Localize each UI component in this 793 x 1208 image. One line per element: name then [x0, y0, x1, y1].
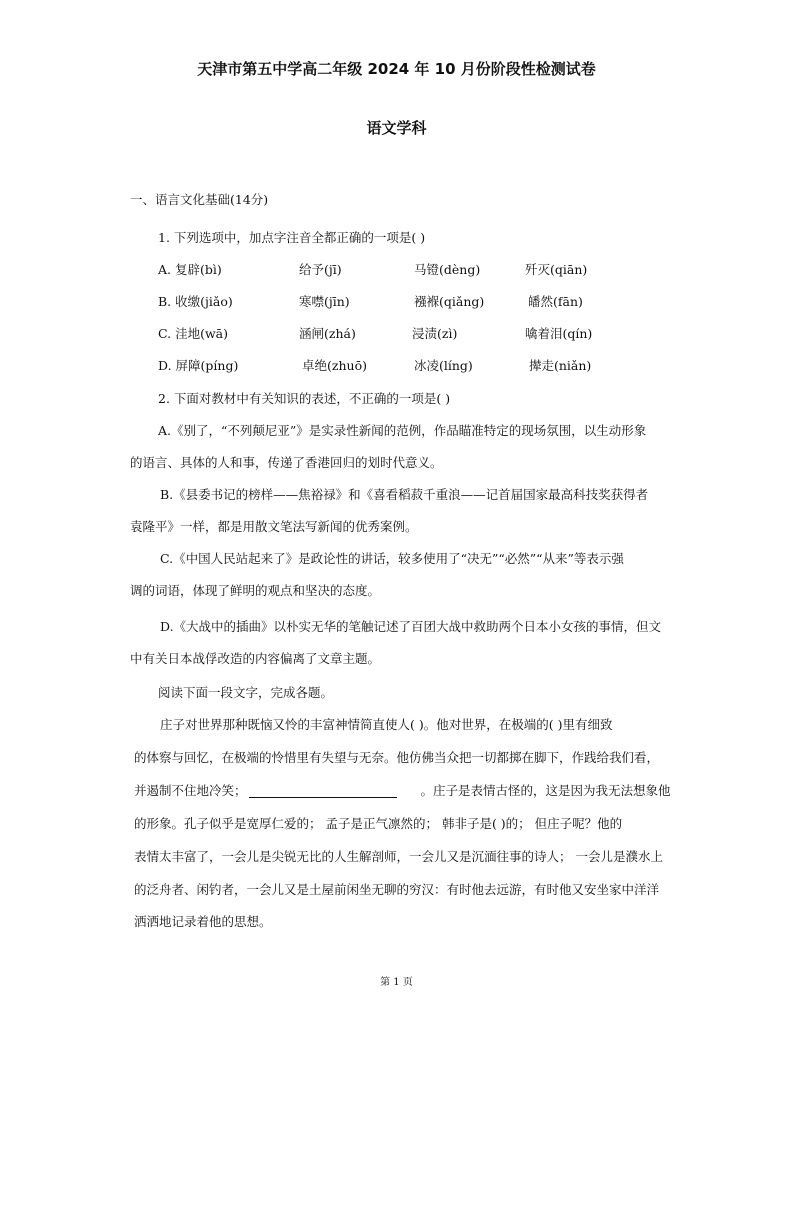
q2-option-b-line-2: 袁隆平》一样，都是用散文笔法写新闻的优秀案例。 — [130, 519, 418, 534]
q2-option-a-line-1: A.《别了，“不列颠尼亚”》是实录性新闻的范例，作品瞄准特定的现场氛围，以生动形象 — [158, 423, 647, 438]
q2-option-c-line-2: 调的词语，体现了鲜明的观点和坚决的态度。 — [130, 583, 381, 598]
reading-line-3-start: 并遏制不住地冷笑； — [134, 783, 247, 798]
q1-option-c-item-2: 涵闸(zhá) — [299, 326, 356, 341]
subject-title: 语文学科 — [366, 119, 427, 137]
page-number: 第 1 页 — [380, 977, 413, 988]
q1-option-c: C. 洼地(wā) — [158, 326, 228, 341]
q1-option-b-item-4: 皤然(fān) — [528, 294, 583, 309]
q1-option-a: A. 复辟(bì) — [158, 262, 222, 277]
q2-option-c-line-1: C.《中国人民站起来了》是政论性的讲话，较多使用了“决无”“必然”“从来”等表示强 — [160, 551, 624, 566]
exam-title: 天津市第五中学高二年级 2024 年 10 月份阶段性检测试卷 — [197, 60, 596, 78]
reading-intro: 阅读下面一段文字，完成各题。 — [158, 685, 334, 700]
q1-option-d-item-4: 撵走(niǎn) — [529, 358, 592, 373]
q1-option-d-item-3: 冰凌(líng) — [414, 358, 473, 373]
reading-line-5: 表情太丰富了，一会儿是尖锐无比的人生解剖师，一会儿又是沉湎往事的诗人； 一会儿是濮水上 — [134, 849, 663, 864]
q1-option-a-item-3: 马镫(dèng) — [414, 262, 481, 277]
section-heading: 一、语言文化基础(14分) — [130, 192, 269, 207]
q2-option-d-line-2: 中有关日本战俘改造的内容偏离了文章主题。 — [130, 651, 381, 666]
q1-option-c-item-4: 噙着泪(qín) — [525, 326, 593, 341]
q2-option-b-line-1: B.《县委书记的榜样——焦裕禄》和《喜看稻菽千重浪——记首届国家最高科技奖获得者 — [160, 487, 649, 502]
q1-option-d: D. 屏障(píng) — [158, 358, 239, 373]
reading-line-1: 庄子对世界那种既恼又怜的丰富神情简直使人( )。他对世界，在极端的( )里有细致 — [160, 717, 613, 732]
reading-line-3 — [134, 781, 671, 799]
q1-option-b-item-3: 襁褓(qiǎng) — [414, 294, 485, 309]
reading-line-2: 的体察与回忆，在极端的怜惜里有失望与无奈。他仿佛当众把一切都掷在脚下，作践给我们看， — [134, 750, 660, 765]
question-2-stem: 2. 下面对教材中有关知识的表述，不正确的一项是( ) — [158, 391, 451, 406]
q1-option-c-item-3: 浸渍(zì) — [412, 326, 458, 341]
reading-line-6: 的泛舟者、闲钓者，一会儿又是土屋前闲坐无聊的穷汉：有时他去远游，有时他又安坐家中洋洋 — [134, 882, 660, 897]
q1-option-a-item-4: 歼灭(qiān) — [525, 262, 588, 277]
q2-option-a-line-2: 的语言、具体的人和事，传递了香港回归的划时代意义。 — [130, 455, 443, 470]
reading-line-4: 的形象。孔子似乎是宽厚仁爱的； 孟子是正气凛然的； 韩非子是( )的； 但庄子呢？他的 — [134, 816, 623, 831]
q2-option-d-line-1: D.《大战中的插曲》以朴实无华的笔触记述了百团大战中救助两个日本小女孩的事情，但文 — [160, 619, 662, 634]
q1-option-a-item-2: 给予(jī) — [299, 262, 342, 277]
q1-option-d-item-2: 卓绝(zhuō) — [302, 358, 367, 373]
fill-in-blank[interactable] — [249, 783, 397, 798]
reading-line-7: 洒洒地记录着他的思想。 — [134, 914, 272, 929]
reading-line-3-end: 。庄子是表情古怪的，这是因为我无法想象他 — [420, 783, 671, 798]
q1-option-b-item-2: 寒噤(jīn) — [299, 294, 350, 309]
question-1-stem: 1. 下列选项中，加点字注音全都正确的一项是( ) — [158, 230, 426, 245]
q1-option-b: B. 收缴(jiǎo) — [158, 294, 233, 309]
